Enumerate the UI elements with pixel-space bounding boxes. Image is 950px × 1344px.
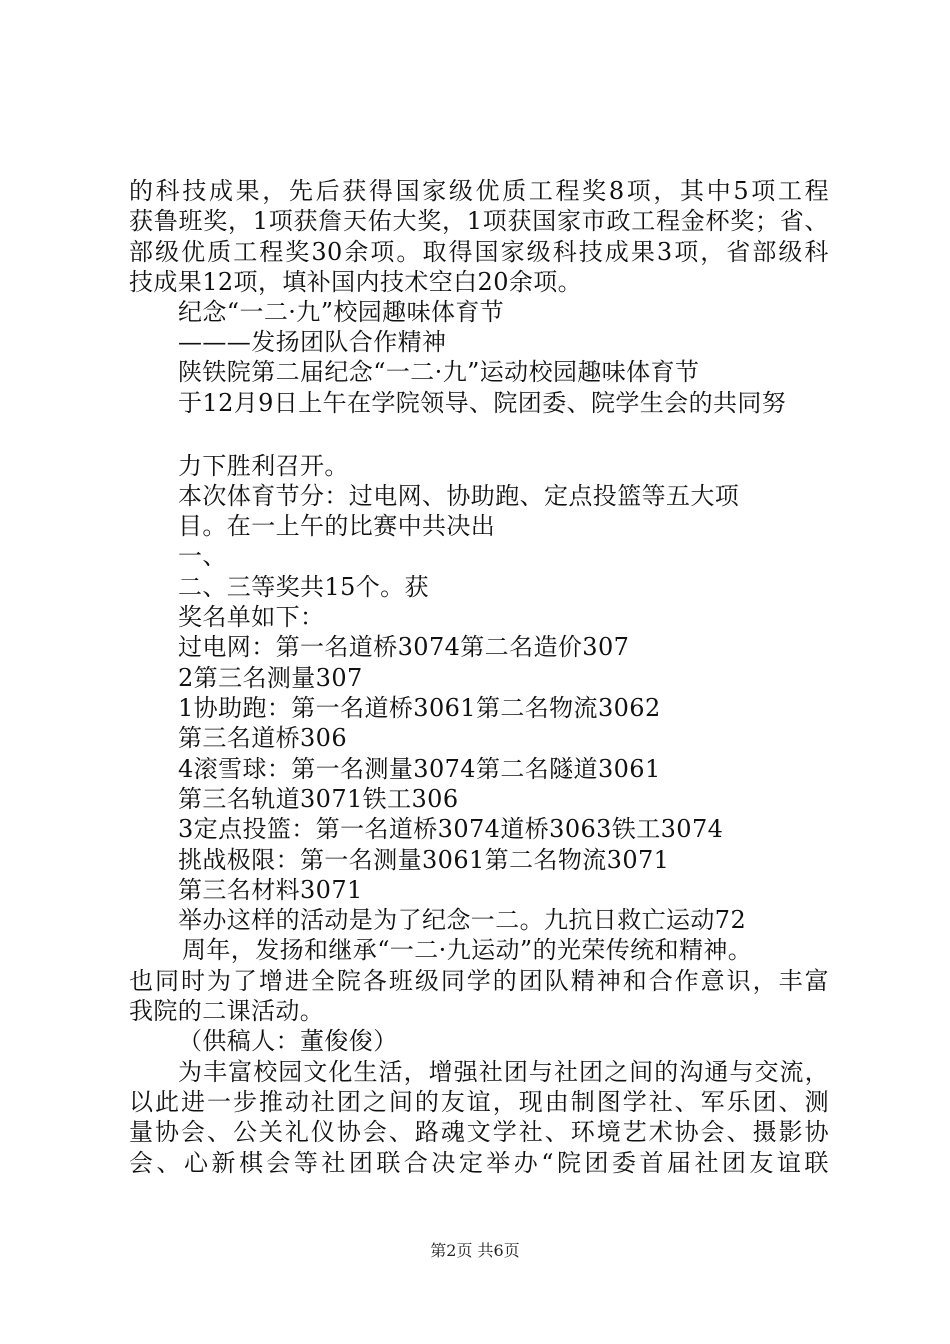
page-number-footer: 第2页 共6页 bbox=[430, 1241, 520, 1260]
text-line-12: 一、 bbox=[178, 542, 227, 570]
text-line-9: 力下胜利召开。 bbox=[178, 452, 349, 480]
section-subtitle: ———发扬团队合作精神 bbox=[178, 328, 447, 356]
text-line-8: 于12月9日上午在学院领导、院团委、院学生会的共同努 bbox=[178, 389, 787, 417]
award-line-6: 第三名轨道3071铁工306 bbox=[178, 785, 459, 813]
text-line-29: 为 丰 富 校 园 文 化 生 活 ， 增 强 社 团 与 社 团 之 间 的 沟 通 与 交 流 ， bbox=[178, 1058, 829, 1086]
award-line-3: 1协助跑：第一名道桥3061第二名物流3062 bbox=[178, 694, 661, 722]
text-line-14: 奖名单如下： bbox=[178, 603, 325, 631]
text-line-4: 技成果12项，填补国内技术空白20余项。 bbox=[129, 268, 583, 296]
award-line-8: 挑战极限：第一名测量3061第二名物流3071 bbox=[178, 846, 670, 874]
text-line-32: 会 、 心 新 棋 会 等 社 团 联 合 决 定 举 办 “ 院 团 委 首 届 社 团 友 谊 联 bbox=[129, 1149, 829, 1177]
contributor-line: （供稿人：董俊俊） bbox=[178, 1027, 398, 1055]
award-line-1: 过电网：第一名道桥3074第二名造价307 bbox=[178, 633, 630, 661]
text-line-10: 本次体育节分：过电网、协助跑、定点投篮等五大项 bbox=[178, 482, 740, 510]
text-line-2: 获 鲁 班 奖 ， 1 项 获 詹 天 佑 大 奖 ， 1 项 获 国 家 市 政 工 程 金 杯 奖 ； 省 、 bbox=[129, 207, 829, 235]
text-line-24: 举办这样的活动是为了纪念一二。九抗日救亡运动72 bbox=[178, 906, 747, 934]
text-line-1: 的 科 技 成 果 ， 先 后 获 得 国 家 级 优 质 工 程 奖 8 项 ， 其 中 5 项 工 程 bbox=[129, 177, 829, 205]
award-line-7: 3定点投篮：第一名道桥3074道桥3063铁工3074 bbox=[178, 815, 724, 843]
text-line-26: 也 同 时 为 了 增 进 全 院 各 班 级 同 学 的 团 队 精 神 和 合 作 意 识 ， 丰 富 bbox=[129, 967, 829, 995]
section-title: 纪念“一二·九”校园趣味体育节 bbox=[178, 298, 505, 326]
text-line-27: 我院的二课活动。 bbox=[129, 997, 325, 1025]
award-line-9: 第三名材料3071 bbox=[178, 876, 363, 904]
text-line-31: 量 协 会 、 公 关 礼 仪 协 会 、 路 魂 文 学 社 、 环 境 艺 术 协 会 、 摄 影 协 bbox=[129, 1118, 829, 1146]
text-line-25: 周年，发扬和继承“一二·九运动”的光荣传统和精神。 bbox=[182, 936, 753, 964]
text-line-30: 以 此 进 一 步 推 动 社 团 之 间 的 友 谊 ， 现 由 制 图 学 社 、 军 乐 团 、 测 bbox=[129, 1088, 829, 1116]
text-line-7: 陕铁院第二届纪念“一二·九”运动校园趣味体育节 bbox=[178, 358, 700, 386]
text-line-3: 部 级 优 质 工 程 奖 30 余 项 。 取 得 国 家 级 科 技 成 果 3 项 ， 省 部 级 科 bbox=[129, 238, 829, 266]
award-line-2: 2第三名测量307 bbox=[178, 664, 363, 692]
award-line-5: 4滚雪球：第一名测量3074第二名隧道3061 bbox=[178, 755, 661, 783]
text-line-11: 目。在一上午的比赛中共决出 bbox=[178, 512, 496, 540]
text-line-13: 二、三等奖共15个。获 bbox=[178, 573, 429, 601]
award-line-4: 第三名道桥306 bbox=[178, 724, 348, 752]
